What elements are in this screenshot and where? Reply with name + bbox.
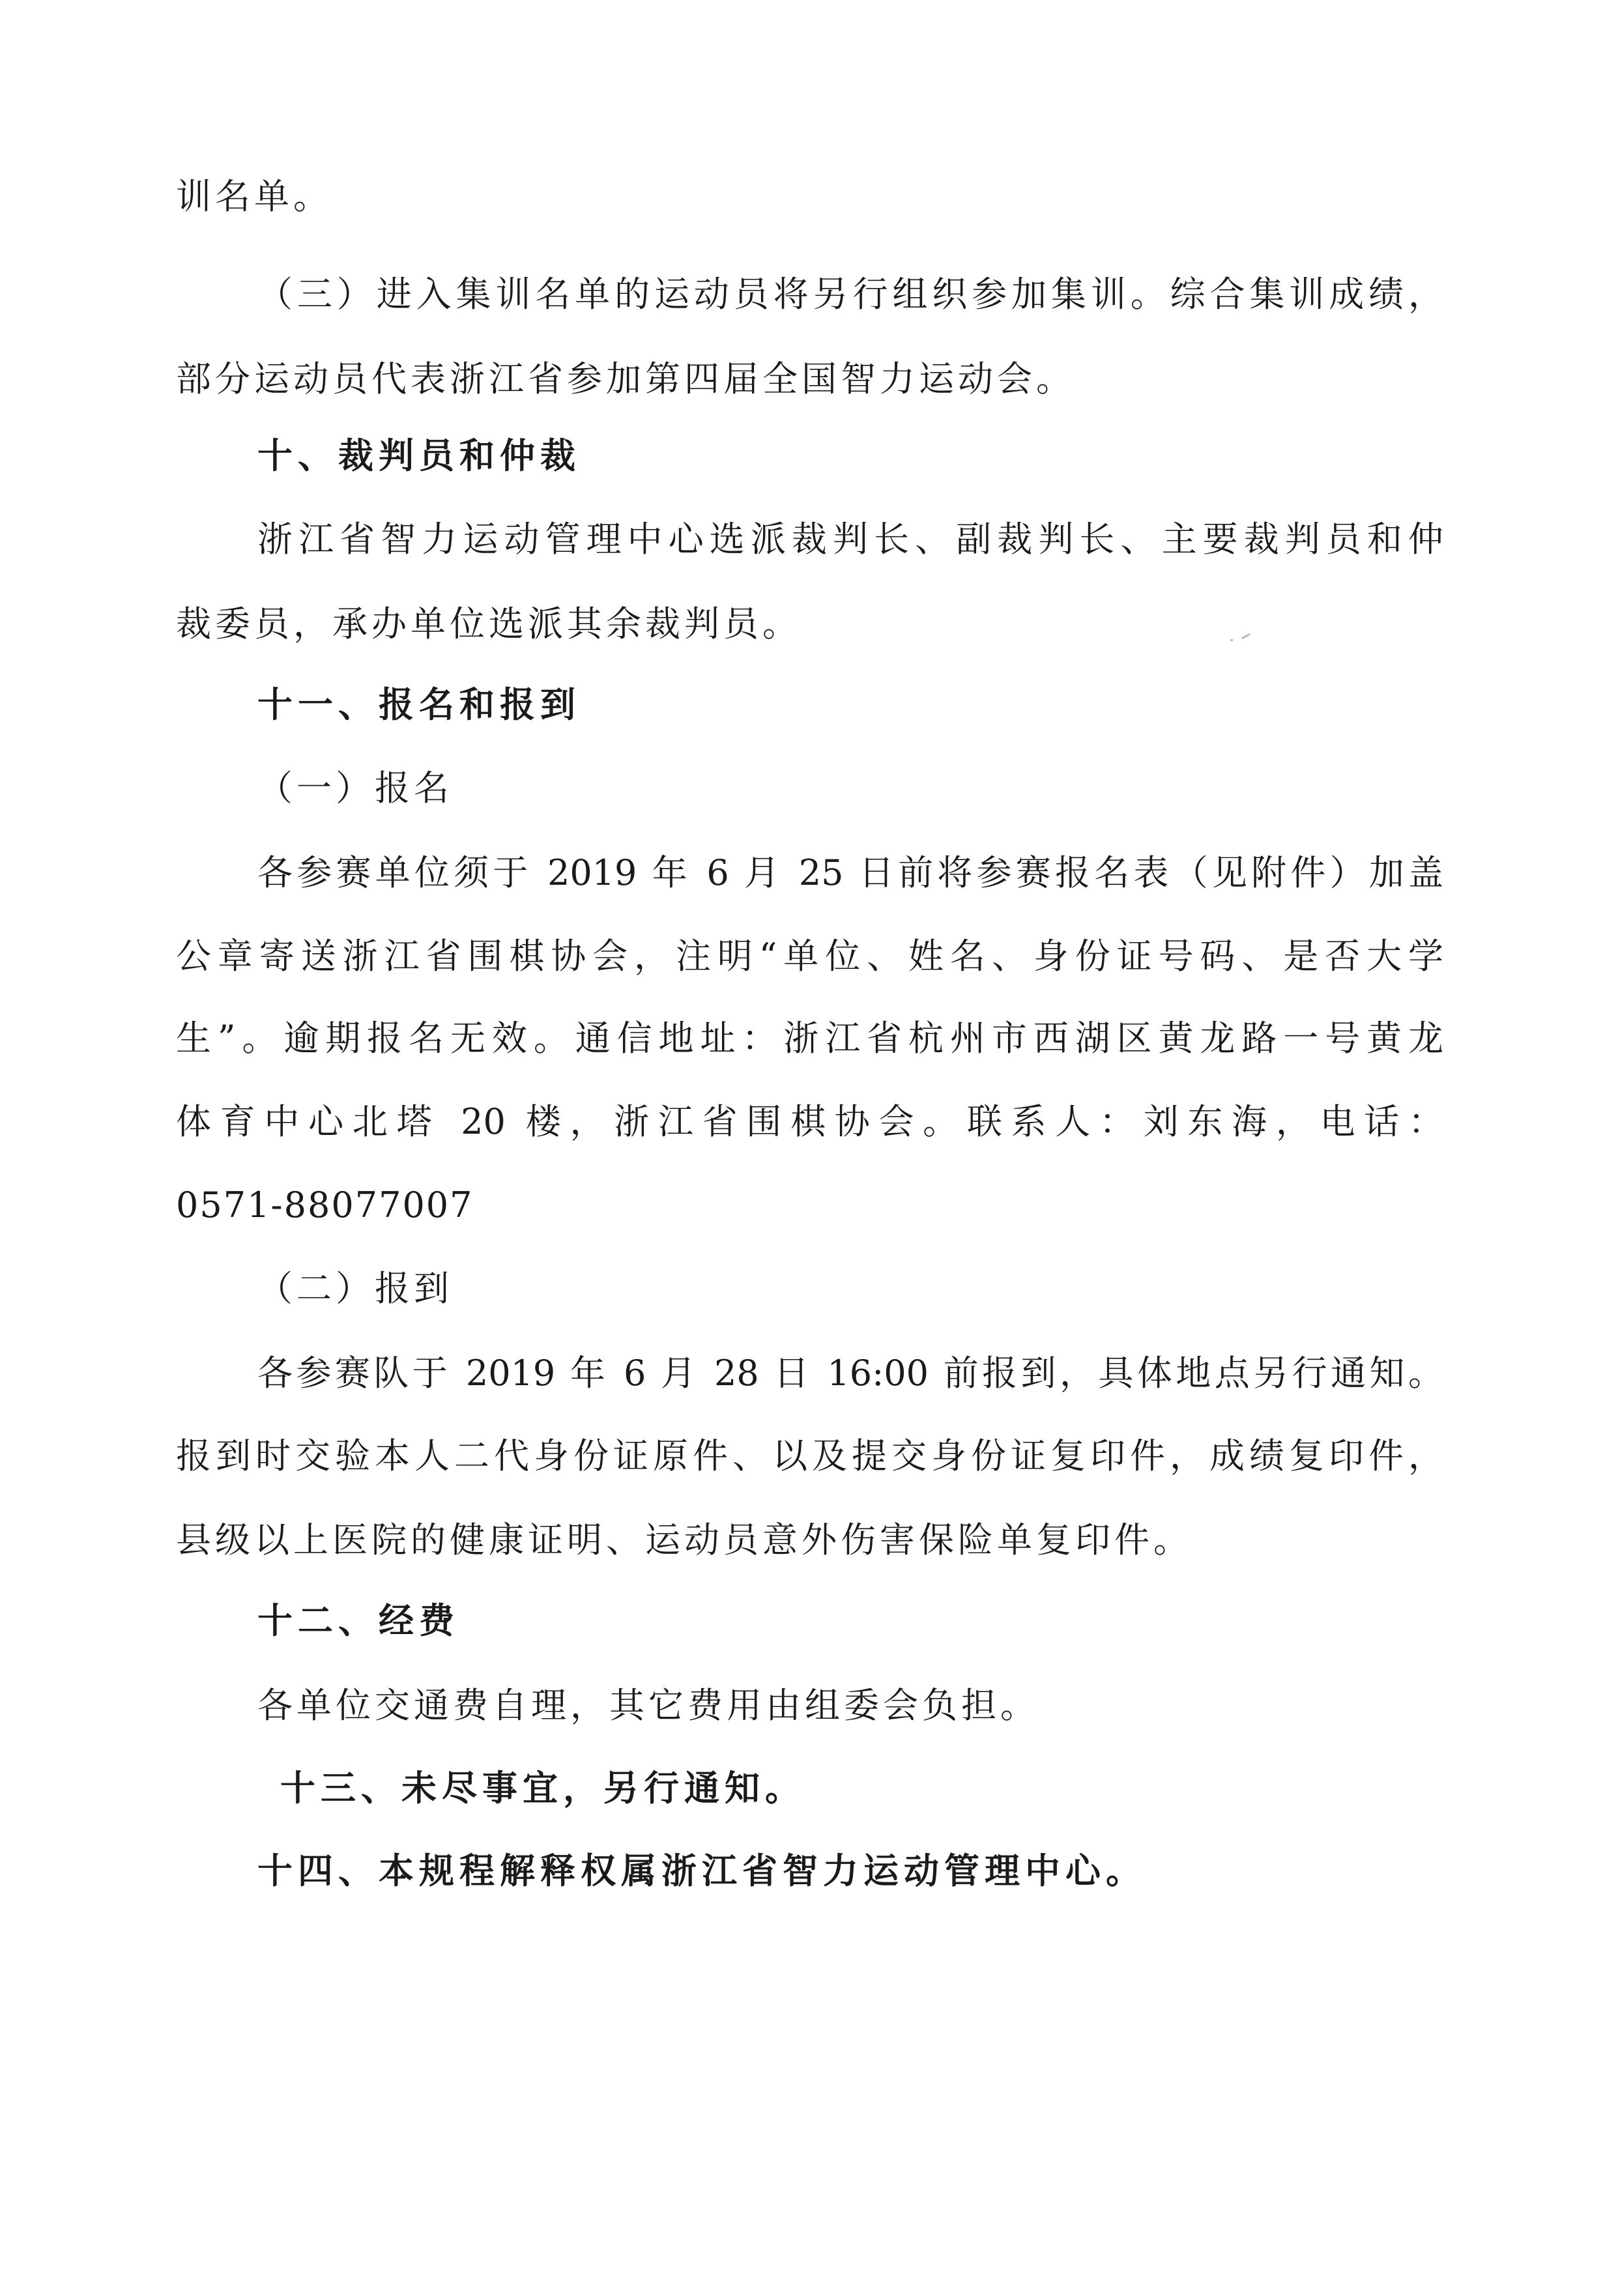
section-heading-11: 十一、报名和报到 (257, 684, 581, 725)
text-line-5: 浙江省智力运动管理中心选派裁判长、副裁判长、主要裁判员和仲 (257, 519, 1443, 560)
subsection-heading-checkin: （二）报到 (257, 1268, 453, 1309)
text-line-1: 训名单。 (176, 176, 332, 217)
section-heading-10: 十、裁判员和仲裁 (257, 435, 581, 476)
text-line-16: 报到时交验本人二代身份证原件、以及提交身份证复印件，成绩复印件， (176, 1435, 1443, 1476)
text-line-9: 各参赛单位须于 2019 年 6 月 25 日前将参赛报名表（见附件）加盖 (257, 852, 1443, 893)
text-line-19: 各单位交通费自理，其它费用由组委会负担。 (257, 1685, 1039, 1726)
text-line-6: 裁委员，承办单位选派其余裁判员。 (176, 603, 802, 644)
section-heading-13: 十三、未尽事宜，另行通知。 (280, 1768, 805, 1809)
section-heading-12: 十二、经费 (257, 1600, 459, 1641)
section-heading-14: 十四、本规程解释权属浙江省智力运动管理中心。 (257, 1850, 1146, 1891)
text-line-17: 县级以上医院的健康证明、运动员意外伤害保险单复印件。 (176, 1519, 1192, 1560)
text-line-15: 各参赛队于 2019 年 6 月 28 日 16:00 前报到，具体地点另行通知。 (257, 1353, 1443, 1394)
scan-speck-small (1230, 639, 1233, 641)
phone-number: 0571-88077007 (176, 1184, 474, 1226)
subsection-heading-registration: （一）报名 (257, 768, 453, 809)
text-line-2: （三）进入集训名单的运动员将另行组织参加集训。综合集训成绩， (257, 274, 1443, 315)
text-line-11: 生”。逾期报名无效。通信地址：浙江省杭州市西湖区黄龙路一号黄龙 (176, 1018, 1443, 1059)
text-line-12: 体育中心北塔 20 楼，浙江省围棋协会。联系人：刘东海，电话： (176, 1101, 1443, 1142)
text-line-10: 公章寄送浙江省围棋协会，注明“单位、姓名、身份证号码、是否大学 (176, 936, 1443, 977)
text-line-3: 部分运动员代表浙江省参加第四届全国智力运动会。 (176, 358, 1075, 399)
